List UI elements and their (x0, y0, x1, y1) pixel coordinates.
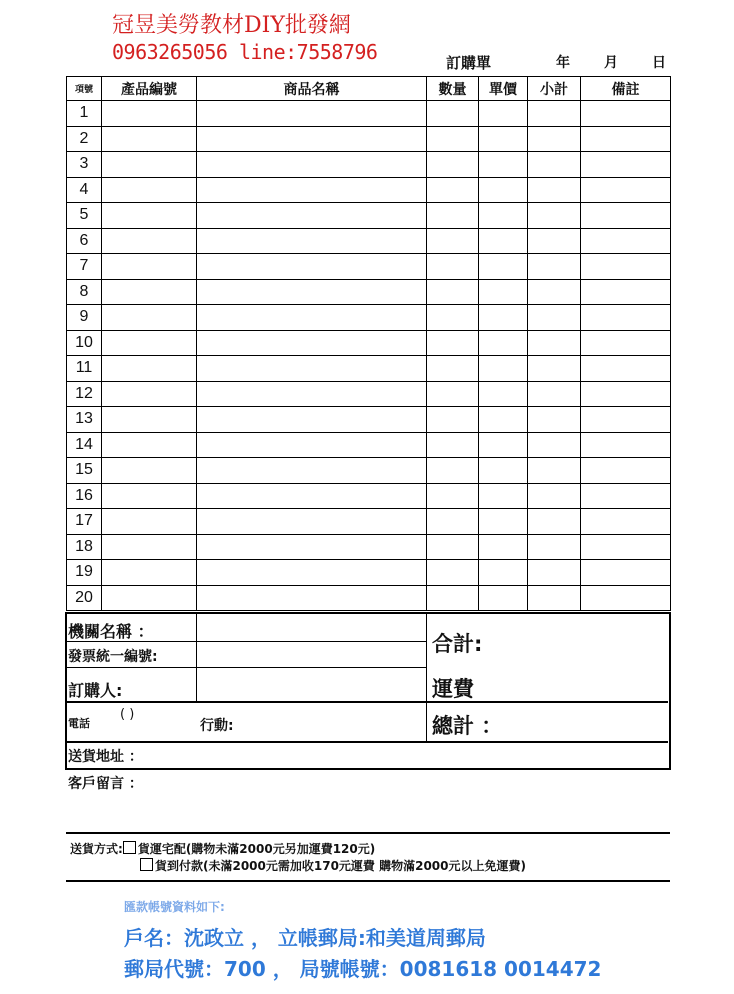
table-cell[interactable] (197, 534, 427, 560)
table-cell[interactable] (479, 356, 528, 382)
table-cell[interactable] (528, 279, 581, 305)
table-cell[interactable] (581, 305, 671, 331)
table-cell[interactable] (479, 483, 528, 509)
table-cell[interactable] (427, 509, 479, 535)
divider (66, 741, 668, 743)
table-cell[interactable] (528, 305, 581, 331)
table-cell[interactable] (528, 534, 581, 560)
table-cell[interactable] (581, 254, 671, 280)
table-cell[interactable] (427, 305, 479, 331)
table-cell[interactable] (479, 254, 528, 280)
table-cell[interactable] (102, 177, 197, 203)
table-cell[interactable] (102, 381, 197, 407)
row-number: 18 (67, 534, 102, 560)
row-number: 14 (67, 432, 102, 458)
table-cell[interactable] (197, 356, 427, 382)
freight-label: 運費 (432, 677, 474, 701)
table-cell[interactable] (581, 458, 671, 484)
table-cell[interactable] (581, 279, 671, 305)
table-cell[interactable] (581, 101, 671, 127)
table-cell[interactable] (581, 560, 671, 586)
table-cell[interactable] (581, 330, 671, 356)
table-cell[interactable] (197, 330, 427, 356)
table-cell[interactable] (581, 509, 671, 535)
table-header-row (67, 77, 671, 101)
table-cell[interactable] (581, 126, 671, 152)
table-cell[interactable] (528, 228, 581, 254)
divider (66, 832, 670, 834)
table-cell[interactable] (581, 483, 671, 509)
row-number: 20 (67, 585, 102, 611)
table-cell[interactable] (197, 177, 427, 203)
table-cell[interactable] (427, 560, 479, 586)
table-cell[interactable] (197, 152, 427, 178)
table-cell[interactable] (479, 458, 528, 484)
table-cell[interactable] (102, 228, 197, 254)
table-cell[interactable] (528, 585, 581, 611)
table-cell[interactable] (427, 483, 479, 509)
row-number: 16 (67, 483, 102, 509)
table-row (67, 228, 671, 254)
table-cell[interactable] (102, 126, 197, 152)
table-row (67, 305, 671, 331)
table-cell[interactable] (197, 101, 427, 127)
order-table (66, 76, 671, 611)
table-cell[interactable] (479, 305, 528, 331)
table-cell[interactable] (197, 279, 427, 305)
month-label: 月 (604, 55, 618, 71)
row-number: 9 (67, 305, 102, 331)
table-row (67, 509, 671, 535)
table-cell[interactable] (102, 560, 197, 586)
table-cell[interactable] (102, 279, 197, 305)
column-header: 數量 (427, 77, 479, 101)
org-name-label: 機關名稱 ： (68, 622, 154, 641)
table-cell[interactable] (102, 509, 197, 535)
table-cell[interactable] (427, 585, 479, 611)
table-cell[interactable] (102, 585, 197, 611)
mobile-label: 行動: (200, 718, 234, 734)
divider (426, 612, 427, 742)
shipping-option2: 貨到付款(未滿2000元需加收170元運費 購物滿2000元以上免運費) (155, 859, 526, 873)
table-cell[interactable] (102, 203, 197, 229)
bank-account-name: 戶名：沈政立 ， 立帳郵局:和美道周郵局 (124, 926, 486, 950)
table-cell[interactable] (427, 330, 479, 356)
row-number: 4 (67, 177, 102, 203)
table-cell[interactable] (197, 126, 427, 152)
table-cell[interactable] (528, 203, 581, 229)
table-cell[interactable] (479, 203, 528, 229)
table-cell[interactable] (427, 254, 479, 280)
total-label: 總計 ： (432, 714, 503, 738)
table-cell[interactable] (528, 458, 581, 484)
table-cell[interactable] (479, 152, 528, 178)
divider (66, 880, 670, 882)
table-cell[interactable] (479, 279, 528, 305)
table-cell[interactable] (102, 305, 197, 331)
column-header: 備註 (581, 77, 671, 101)
column-header: 產品編號 (102, 77, 197, 101)
form-title: 訂購單 (446, 54, 492, 72)
table-row (67, 381, 671, 407)
table-cell[interactable] (427, 177, 479, 203)
orderer-label: 訂購人: (68, 681, 123, 700)
table-cell[interactable] (479, 432, 528, 458)
table-cell[interactable] (528, 407, 581, 433)
table-cell[interactable] (102, 330, 197, 356)
table-cell[interactable] (427, 203, 479, 229)
table-cell[interactable] (581, 203, 671, 229)
table-cell[interactable] (581, 407, 671, 433)
column-header: 商品名稱 (197, 77, 427, 101)
table-cell[interactable] (102, 254, 197, 280)
day-label: 日 (652, 55, 666, 71)
table-row (67, 177, 671, 203)
table-cell[interactable] (528, 254, 581, 280)
table-cell[interactable] (197, 432, 427, 458)
table-cell[interactable] (479, 126, 528, 152)
table-row (67, 126, 671, 152)
table-cell[interactable] (427, 534, 479, 560)
table-cell[interactable] (102, 407, 197, 433)
shipping-option2-checkbox[interactable] (140, 858, 153, 871)
table-row (67, 407, 671, 433)
table-cell[interactable] (479, 177, 528, 203)
shipping-option1: 貨運宅配(購物未滿2000元另加運費120元) (137, 842, 376, 856)
table-cell[interactable] (581, 177, 671, 203)
divider (196, 614, 197, 702)
table-cell[interactable] (427, 381, 479, 407)
table-cell[interactable] (102, 356, 197, 382)
table-row (67, 534, 671, 560)
row-number: 8 (67, 279, 102, 305)
table-cell[interactable] (528, 177, 581, 203)
table-cell[interactable] (427, 407, 479, 433)
table-cell[interactable] (479, 560, 528, 586)
table-cell[interactable] (581, 432, 671, 458)
table-cell[interactable] (197, 585, 427, 611)
table-cell[interactable] (427, 432, 479, 458)
table-cell[interactable] (479, 330, 528, 356)
row-number: 12 (67, 381, 102, 407)
table-cell[interactable] (479, 509, 528, 535)
table-row (67, 254, 671, 280)
table-row (67, 432, 671, 458)
table-cell[interactable] (479, 585, 528, 611)
shipping-label: 送貨方式: (70, 842, 123, 856)
row-number: 13 (67, 407, 102, 433)
table-cell[interactable] (102, 483, 197, 509)
table-cell[interactable] (581, 356, 671, 382)
subtotal-label: 合計: (432, 632, 483, 656)
table-row (67, 101, 671, 127)
table-cell[interactable] (528, 381, 581, 407)
table-cell[interactable] (197, 407, 427, 433)
bank-account-number: 郵局代號：700 ， 局號帳號：0081618 0014472 (124, 957, 602, 981)
customer-note-label: 客戶留言 ： (68, 776, 143, 792)
table-cell[interactable] (102, 101, 197, 127)
row-number: 10 (67, 330, 102, 356)
row-number: 19 (67, 560, 102, 586)
footer-box (65, 612, 671, 770)
address-label: 送貨地址 ： (68, 749, 143, 765)
row-number: 5 (67, 203, 102, 229)
table-cell[interactable] (427, 152, 479, 178)
row-number: 11 (67, 356, 102, 382)
table-cell[interactable] (581, 228, 671, 254)
table-cell[interactable] (197, 560, 427, 586)
table-cell[interactable] (528, 101, 581, 127)
table-cell[interactable] (427, 126, 479, 152)
table-row (67, 560, 671, 586)
table-cell[interactable] (197, 483, 427, 509)
table-cell[interactable] (102, 432, 197, 458)
table-cell[interactable] (427, 101, 479, 127)
row-number: 17 (67, 509, 102, 535)
table-cell[interactable] (581, 585, 671, 611)
table-cell[interactable] (528, 330, 581, 356)
table-cell[interactable] (581, 534, 671, 560)
table-cell[interactable] (479, 534, 528, 560)
table-cell[interactable] (528, 126, 581, 152)
table-cell[interactable] (479, 381, 528, 407)
table-cell[interactable] (581, 152, 671, 178)
table-cell[interactable] (197, 254, 427, 280)
phone-area-code: ( ) (120, 707, 135, 722)
table-row (67, 356, 671, 382)
table-cell[interactable] (197, 458, 427, 484)
table-cell[interactable] (102, 534, 197, 560)
row-number: 6 (67, 228, 102, 254)
table-row (67, 585, 671, 611)
shipping-option1-checkbox[interactable] (123, 841, 136, 854)
table-row (67, 483, 671, 509)
table-cell[interactable] (197, 203, 427, 229)
table-cell[interactable] (427, 279, 479, 305)
row-number: 3 (67, 152, 102, 178)
table-row (67, 279, 671, 305)
table-cell[interactable] (197, 228, 427, 254)
table-cell[interactable] (528, 432, 581, 458)
row-number: 1 (67, 101, 102, 127)
row-number: 2 (67, 126, 102, 152)
table-cell[interactable] (197, 381, 427, 407)
column-header: 小計 (528, 77, 581, 101)
shipping-methods (70, 841, 526, 875)
table-cell[interactable] (427, 228, 479, 254)
column-header: 單價 (479, 77, 528, 101)
row-number: 7 (67, 254, 102, 280)
table-cell[interactable] (427, 458, 479, 484)
table-cell[interactable] (479, 228, 528, 254)
table-cell[interactable] (197, 305, 427, 331)
table-cell[interactable] (528, 560, 581, 586)
divider (66, 667, 426, 668)
contact-info: 0963265056 line:7558796 (112, 40, 378, 64)
table-row (67, 203, 671, 229)
table-cell[interactable] (427, 356, 479, 382)
row-number: 15 (67, 458, 102, 484)
table-cell[interactable] (197, 509, 427, 535)
table-cell[interactable] (479, 101, 528, 127)
company-name: 冠昱美勞教材DIY批發網 (112, 13, 351, 38)
table-cell[interactable] (581, 381, 671, 407)
divider (66, 701, 668, 703)
year-label: 年 (556, 55, 570, 71)
table-cell[interactable] (528, 509, 581, 535)
table-row (67, 152, 671, 178)
table-cell[interactable] (102, 152, 197, 178)
table-row (67, 458, 671, 484)
table-cell[interactable] (102, 458, 197, 484)
column-header: 項號 (67, 77, 102, 101)
table-cell[interactable] (528, 152, 581, 178)
table-cell[interactable] (528, 356, 581, 382)
table-row (67, 330, 671, 356)
tax-id-label: 發票統一編號: (68, 649, 158, 665)
table-cell[interactable] (528, 483, 581, 509)
table-cell[interactable] (479, 407, 528, 433)
phone-label: 電話 (68, 717, 90, 730)
bank-title: 匯款帳號資料如下: (124, 900, 225, 914)
